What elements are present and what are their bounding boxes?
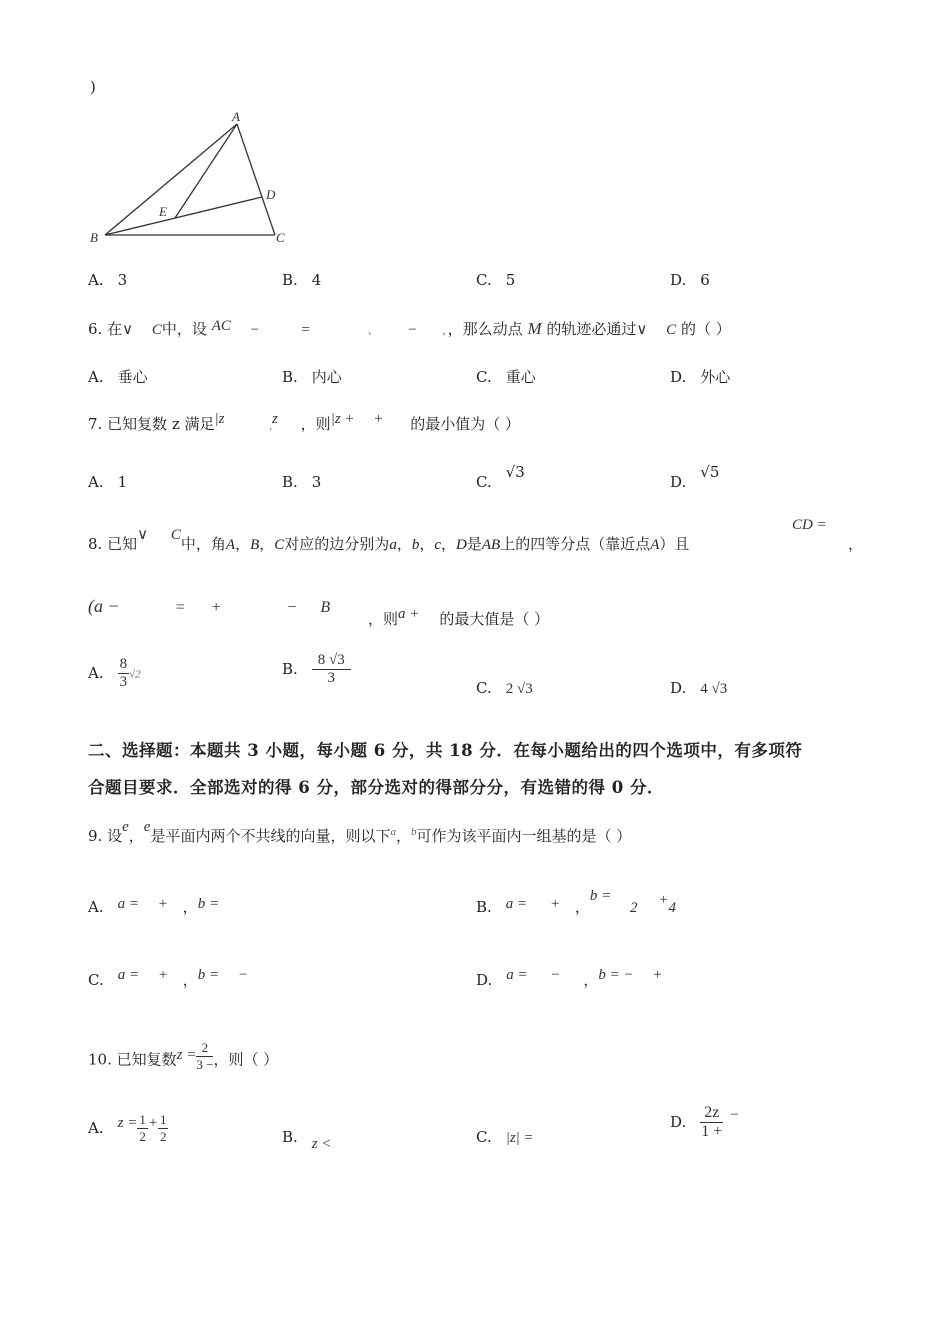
q6-frag1: 、 xyxy=(367,325,379,337)
q8-option-a[interactable] xyxy=(88,656,141,691)
q8-line2-B: B xyxy=(320,599,331,616)
q7-number: 7. xyxy=(88,415,103,433)
edge-ac xyxy=(237,124,275,235)
option-b-expr: b = xyxy=(197,896,220,912)
option-mid: + xyxy=(157,896,168,912)
triangle-symbol-icon: ∨ xyxy=(137,527,149,543)
section2-line1: 二、选择题：本题共 3 小题，每小题 6 分，共 18 分．在每小题给出的四个选项中，有多项符 xyxy=(88,741,803,760)
q6-text-1: 在 xyxy=(107,320,123,338)
q8-sep: ， xyxy=(235,535,251,553)
q9-b: b xyxy=(411,826,417,838)
q6-text-2: 中，设 xyxy=(161,320,207,338)
option-label: B. xyxy=(476,898,492,916)
q5-option-b[interactable] xyxy=(282,271,321,289)
q8-line2-tail: 的最大值是（ ） xyxy=(439,610,550,628)
q6-text-4: 的轨迹必通过 xyxy=(546,320,637,338)
option-label: B. xyxy=(282,473,298,491)
option-mid: − xyxy=(550,967,561,983)
option-a-expr: a = xyxy=(506,967,528,983)
option-label: A. xyxy=(88,271,104,289)
q10-number: 10. xyxy=(88,1050,112,1069)
q8-line2-then: ，则 xyxy=(368,610,399,628)
q6-minus1: − xyxy=(249,322,260,338)
option-value: z = xyxy=(117,1114,138,1131)
q8-sep: ， xyxy=(419,535,435,553)
option-value: 2 √3 xyxy=(505,681,533,697)
fraction xyxy=(312,652,351,687)
triangle-symbol-icon: ∨ xyxy=(122,322,134,338)
q7-option-c[interactable] xyxy=(476,463,525,491)
vertex-label-d: D xyxy=(266,187,276,202)
q8-AB: AB xyxy=(481,537,501,553)
q9-sep: ， xyxy=(128,827,144,845)
option-label: C. xyxy=(476,271,492,289)
q7-option-d[interactable] xyxy=(670,463,720,491)
option-value: |z| = xyxy=(505,1130,534,1146)
q8-option-b[interactable] xyxy=(282,652,351,687)
q8-sep: ， xyxy=(259,535,275,553)
fraction-den: 2 xyxy=(159,1129,167,1144)
vertex-label-b: B xyxy=(90,230,98,245)
q9-option-c[interactable] xyxy=(88,969,248,990)
segment-ae xyxy=(175,124,237,218)
q7-z1: z xyxy=(218,411,225,427)
option-tail2: + xyxy=(658,892,669,908)
option-value: 4 xyxy=(311,271,322,289)
q8-c: c xyxy=(434,537,442,553)
q7-plus: + xyxy=(373,411,384,427)
q6-stem xyxy=(88,318,731,339)
option-value: √5 xyxy=(700,463,720,481)
q10-text-2: ，则（ ） xyxy=(213,1050,279,1069)
q10-text-1: 已知复数 xyxy=(116,1050,177,1069)
q8-line2-aplus: a + xyxy=(398,606,420,622)
option-b-expr: b = − xyxy=(598,967,634,983)
q6-text-5: 的（ ） xyxy=(680,320,731,338)
q9-option-a[interactable] xyxy=(88,896,219,917)
fraction-den: 3 xyxy=(119,674,128,690)
vertex-label-c: C xyxy=(276,230,285,245)
fraction-den: 1 + xyxy=(701,1123,723,1140)
q6-eq: = xyxy=(300,322,311,338)
option-comma: ， xyxy=(574,898,590,916)
q6-tri2: C xyxy=(666,322,677,338)
fraction xyxy=(137,1112,148,1145)
q7-text-1: 已知复数 z 满足 xyxy=(107,415,215,433)
fraction-den: 3 − xyxy=(196,1057,214,1072)
q8-a: a xyxy=(389,537,397,553)
q9-e2: e xyxy=(143,819,151,835)
q10-stem xyxy=(88,1040,279,1077)
q10-option-a[interactable] xyxy=(88,1112,168,1145)
option-value: √3 xyxy=(505,463,525,481)
option-label: D. xyxy=(670,679,687,697)
q6-minus2: − xyxy=(407,322,418,338)
q8-text-7: ）且 xyxy=(659,535,690,553)
option-tail: − xyxy=(729,1106,740,1123)
option-label: D. xyxy=(670,368,687,386)
q6-option-d[interactable] xyxy=(670,366,730,387)
fraction-num: 2 xyxy=(196,1040,213,1057)
option-plus: + xyxy=(147,1114,158,1131)
q6-text-3: ，那么动点 xyxy=(447,320,523,338)
fraction xyxy=(118,656,130,691)
q8-text-6: 上的四等分点（靠近点 xyxy=(500,535,651,553)
option-label: C. xyxy=(476,368,492,386)
option-label: C. xyxy=(476,679,492,697)
option-value: 内心 xyxy=(311,368,342,386)
option-comma: ， xyxy=(182,971,198,989)
option-label: B. xyxy=(282,659,298,678)
option-value: 6 xyxy=(700,271,710,289)
q8-option-c[interactable] xyxy=(476,679,533,698)
option-mid2: − xyxy=(237,967,249,983)
q9-text-1: 设 xyxy=(107,827,123,845)
q8-A2: A xyxy=(650,537,660,553)
option-label: A. xyxy=(88,663,104,682)
fraction-den: 3 xyxy=(327,670,336,686)
q8-text-2: 中，角 xyxy=(180,535,226,553)
q7-stem: 7. 已知复数 z 满足|z ,z ，则|z + + 的最小值为（ ） xyxy=(88,411,520,433)
option-label: B. xyxy=(282,271,298,289)
option-extra: √2 xyxy=(129,668,141,681)
triangle-figure xyxy=(85,108,295,248)
q8-text-1: 已知 xyxy=(107,535,138,553)
q8-line2-text xyxy=(368,608,549,629)
fraction-num: 8 √3 xyxy=(312,652,351,670)
option-tail1: 2 xyxy=(630,900,638,916)
option-value: 重心 xyxy=(505,368,536,386)
option-a-expr: a = xyxy=(505,896,528,912)
q5-option-d[interactable] xyxy=(670,271,710,289)
option-mid2: + xyxy=(652,967,663,983)
fraction xyxy=(158,1112,169,1145)
option-label: B. xyxy=(282,1128,298,1146)
fraction-den: 2 xyxy=(139,1129,146,1144)
q7-zplus: z + xyxy=(334,411,355,427)
vertex-label-e: E xyxy=(159,204,167,219)
q7-text-3: 的最小值为（ ） xyxy=(410,415,520,433)
q6-option-b[interactable] xyxy=(282,366,342,387)
q6-m: M xyxy=(527,319,542,338)
q8-line2-eq: = xyxy=(174,599,186,616)
option-value: 外心 xyxy=(700,368,731,386)
q8-option-d[interactable] xyxy=(670,679,727,698)
option-label: C. xyxy=(476,1128,492,1146)
q8-line2-a: (a − xyxy=(88,596,120,616)
q7-option-a[interactable] xyxy=(88,473,127,491)
fraction-num: 1 xyxy=(139,1112,146,1127)
q8-cd: CD = xyxy=(792,517,827,533)
vertex-label-a: A xyxy=(232,109,240,124)
q8-D: D xyxy=(456,537,467,553)
q6-number: 6. xyxy=(88,320,103,338)
q6-option-c[interactable] xyxy=(476,366,536,387)
option-comma: ， xyxy=(182,898,198,916)
q6-comma: ， xyxy=(442,325,448,337)
option-b-expr: b = xyxy=(197,967,220,983)
q5-option-a[interactable] xyxy=(88,271,127,289)
q8-text-3: 对应的边分别为 xyxy=(284,535,390,553)
q10-fraction xyxy=(196,1040,213,1073)
q8-text-5: 是 xyxy=(466,535,482,553)
q5-option-c[interactable] xyxy=(476,271,515,289)
q9-e1: e xyxy=(122,819,129,835)
q6-option-a[interactable] xyxy=(88,366,148,387)
section2-line2: 合题目要求．全部选对的得 6 分，部分选对的得部分分，有选错的得 0 分． xyxy=(88,778,664,797)
q9-number: 9. xyxy=(88,827,103,845)
option-label: A. xyxy=(88,473,104,491)
option-value: 1 xyxy=(117,473,128,491)
option-label: D. xyxy=(670,1112,687,1131)
q8-sep: ， xyxy=(396,535,412,553)
option-a-expr: a = xyxy=(117,896,139,912)
q9-option-d[interactable] xyxy=(476,969,663,990)
q10-option-c[interactable] xyxy=(476,1128,534,1147)
q9-option-b[interactable] xyxy=(476,888,676,917)
option-label: D. xyxy=(670,473,687,491)
q10-option-b[interactable] xyxy=(282,1128,332,1152)
q8-line2-minus: − xyxy=(286,599,298,616)
q8-A: A xyxy=(225,537,236,553)
q9-sep2: ， xyxy=(395,827,411,845)
q6-tri1: C xyxy=(151,322,162,338)
q10-option-d[interactable] xyxy=(670,1104,740,1141)
q7-z2: z xyxy=(272,411,278,427)
option-label: D. xyxy=(476,971,493,989)
triangle-symbol-icon: ∨ xyxy=(636,322,648,338)
fraction xyxy=(700,1104,723,1141)
q8-number: 8. xyxy=(88,535,103,553)
q8-stem-line2 xyxy=(88,596,330,617)
q8-line2-plus: + xyxy=(210,599,222,616)
q8-text-4: ， xyxy=(441,535,457,553)
q9-stem xyxy=(88,819,632,846)
option-a-expr: a = xyxy=(117,967,140,983)
option-b-expr: b = xyxy=(589,888,612,904)
q8-tail: ， xyxy=(848,535,864,553)
fraction-num: 1 xyxy=(159,1112,167,1127)
option-value: 4 √3 xyxy=(700,681,728,697)
q8-C: C xyxy=(274,537,285,553)
q6-ac: AC xyxy=(211,318,231,334)
option-label: A. xyxy=(88,1118,104,1137)
fraction-num: 8 xyxy=(119,656,128,672)
q8-B: B xyxy=(250,537,260,553)
q9-text-3: 可作为该平面内一组基的是（ ） xyxy=(416,827,632,845)
option-value: 3 xyxy=(117,271,128,289)
q10-z: z = xyxy=(176,1046,197,1063)
q9-a: a xyxy=(390,826,396,838)
option-value: 垂心 xyxy=(117,368,148,386)
option-tail3: 4 xyxy=(668,900,676,916)
q7-option-b[interactable] xyxy=(282,473,321,491)
fraction-num: 2z xyxy=(700,1104,723,1123)
option-label: A. xyxy=(88,368,104,386)
q8-b: b xyxy=(411,537,420,553)
q9-text-2: 是平面内两个不共线的向量，则以下 xyxy=(150,827,391,845)
option-comma: ， xyxy=(583,971,599,989)
option-label: C. xyxy=(88,971,104,989)
q7-text-2: ，则 xyxy=(300,415,331,433)
option-mid: + xyxy=(157,967,168,983)
option-mid: + xyxy=(549,896,561,912)
option-label: B. xyxy=(282,368,298,386)
q8-tri: C xyxy=(170,527,181,543)
top-paren: ) xyxy=(90,78,96,96)
option-label: D. xyxy=(670,271,687,289)
q8-stem-line1 xyxy=(88,527,690,554)
option-value: 5 xyxy=(505,271,516,289)
edge-ab xyxy=(105,124,237,235)
option-label: C. xyxy=(476,473,492,491)
option-value: 3 xyxy=(311,473,322,491)
option-label: A. xyxy=(88,898,104,916)
option-value: z < xyxy=(311,1136,332,1152)
